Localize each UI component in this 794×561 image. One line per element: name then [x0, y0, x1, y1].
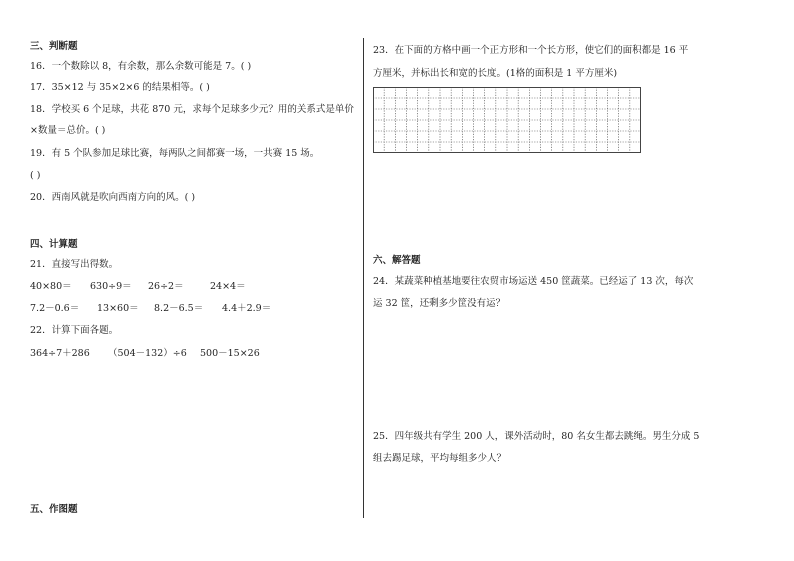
calc-item: 500－15×26	[200, 348, 260, 359]
question-22: 22．计算下面各题。	[30, 325, 119, 336]
calc-item: 24×4＝	[210, 281, 246, 292]
question-18-line2: ×数量＝总价。( )	[30, 125, 106, 136]
question-16: 16．一个数除以 8，有余数，那么余数可能是 7。( )	[30, 61, 252, 72]
section-3-heading: 三、判断题	[30, 41, 78, 52]
calc-item: 8.2－6.5＝	[154, 303, 204, 314]
calc-item: 26÷2＝	[148, 281, 184, 292]
question-24-line2: 运 32 筐，还剩多少筐没有运？	[373, 298, 506, 309]
calc-item: 364÷7＋286	[30, 348, 90, 359]
question-25-line2: 组去踢足球，平均每组多少人？	[373, 453, 507, 464]
question-19-line1: 19．有 5 个队参加足球比赛，每两队之间都赛一场，一共赛 15 场。	[30, 148, 320, 159]
section-4-heading: 四、计算题	[30, 239, 78, 250]
question-20: 20．西南风就是吹向西南方向的风。( )	[30, 192, 196, 203]
question-25-line1: 25．四年级共有学生 200 人，课外活动时，80 名女生都去跳绳。男生分成 5	[373, 431, 700, 442]
calc-item: 40×80＝	[30, 281, 72, 292]
calc-item: （504－132）÷6	[108, 348, 187, 359]
section-5-heading: 五、作图题	[30, 504, 78, 515]
calc-item: 7.2－0.6＝	[30, 303, 80, 314]
calc-item: 4.4＋2.9＝	[222, 303, 272, 314]
question-23-line2: 方厘米，并标出长和宽的长度。(1格的面积是 1 平方厘米)	[373, 68, 618, 79]
column-divider	[363, 38, 364, 518]
question-19-line2: ( )	[30, 170, 41, 181]
question-24-line1: 24．某蔬菜种植基地要往农贸市场运送 450 筐蔬菜。已经运了 13 次，每次	[373, 276, 694, 287]
drawing-grid[interactable]	[373, 87, 641, 153]
question-21: 21．直接写出得数。	[30, 259, 119, 270]
question-23-line1: 23．在下面的方格中画一个正方形和一个长方形，使它们的面积都是 16 平	[373, 45, 689, 56]
question-17: 17．35×12 与 35×2×6 的结果相等。( )	[30, 82, 210, 93]
calc-item: 13×60＝	[97, 303, 139, 314]
section-6-heading: 六、解答题	[373, 255, 421, 266]
calc-item: 630÷9＝	[90, 281, 132, 292]
question-18-line1: 18．学校买 6 个足球，共花 870 元，求每个足球多少元？用的关系式是单价	[30, 104, 354, 115]
